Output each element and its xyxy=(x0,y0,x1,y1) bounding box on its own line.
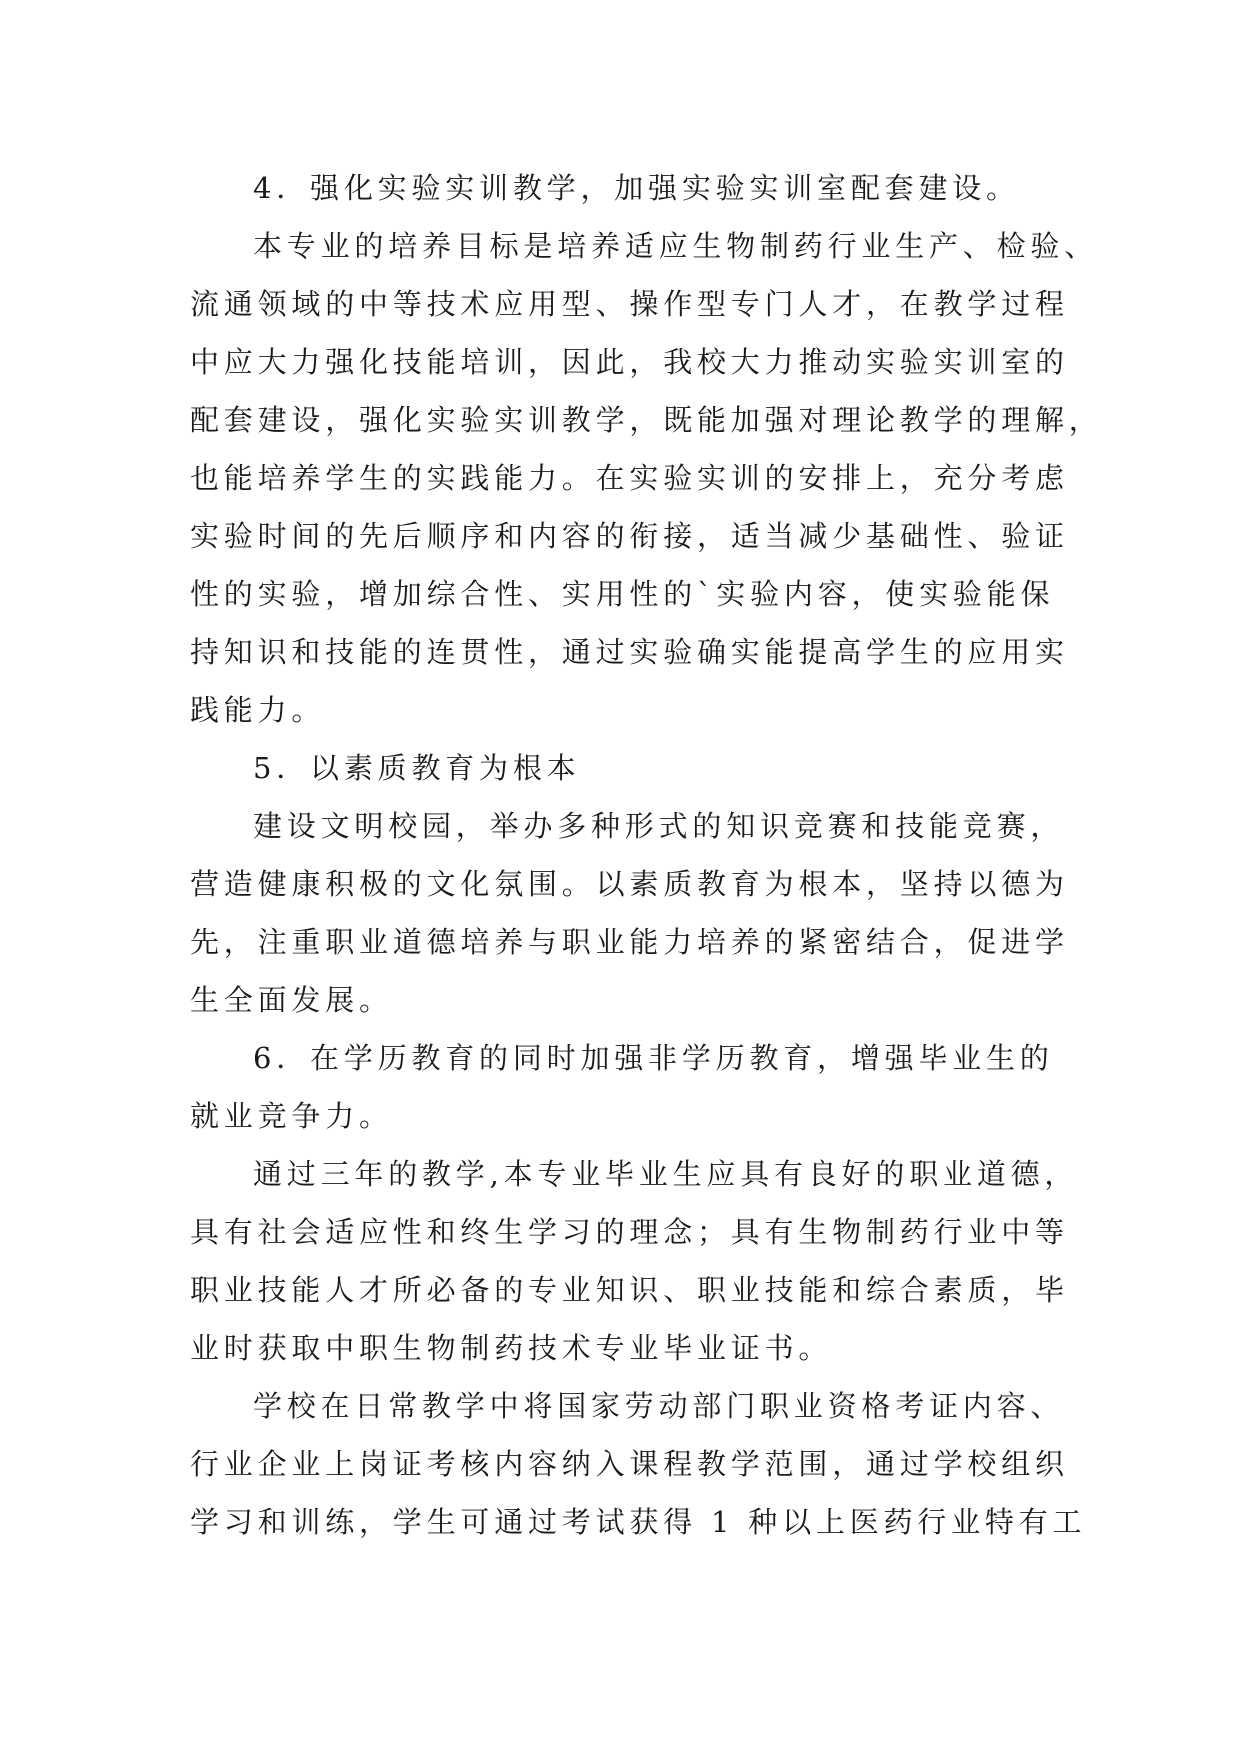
paragraph-line: 行业企业上岗证考核内容纳入课程教学范围，通过学校组织 xyxy=(190,1447,1069,1481)
paragraph-line: 职业技能人才所必备的专业知识、职业技能和综合素质，毕 xyxy=(190,1273,1069,1307)
paragraph-line: 性的实验，增加综合性、实用性的`实验内容，使实验能保 xyxy=(190,577,1055,611)
paragraph-line: 持知识和技能的连贯性，通过实验确实能提高学生的应用实 xyxy=(190,635,1069,669)
paragraph-line: 也能培养学生的实践能力。在实验实训的安排上，充分考虑 xyxy=(190,461,1069,495)
paragraph-line: 业时获取中职生物制药技术专业毕业证书。 xyxy=(190,1331,833,1365)
heading-item-6: 6．在学历教育的同时加强非学历教育，增强毕业生的 xyxy=(253,1041,1054,1075)
paragraph-line: 营造健康积极的文化氛围。以素质教育为根本，坚持以德为 xyxy=(190,867,1069,901)
paragraph-line: 中应大力强化技能培训，因此，我校大力推动实验实训室的 xyxy=(190,345,1069,379)
paragraph-line: 学校在日常教学中将国家劳动部门职业资格考证内容、 xyxy=(253,1389,1065,1423)
paragraph-line: 先，注重职业道德培养与职业能力培养的紧密结合，促进学 xyxy=(190,925,1069,959)
paragraph-line: 通过三年的教学,本专业毕业生应具有良好的职业道德， xyxy=(253,1157,1079,1191)
paragraph-line: 流通领域的中等技术应用型、操作型专门人才，在教学过程 xyxy=(190,287,1069,321)
paragraph-line: 实验时间的先后顺序和内容的衔接，适当减少基础性、验证 xyxy=(190,519,1069,553)
paragraph-line: 践能力。 xyxy=(190,693,326,727)
paragraph-line: 学习和训练，学生可通过考试获得 1 种以上医药行业特有工 xyxy=(190,1505,1087,1539)
paragraph-line: 生全面发展。 xyxy=(190,983,393,1017)
heading-item-4: 4．强化实验实训教学，加强实验实训室配套建设。 xyxy=(253,171,1020,205)
paragraph-line: 建设文明校园，举办多种形式的知识竞赛和技能竞赛， xyxy=(253,809,1065,843)
paragraph-line: 配套建设，强化实验实训教学，既能加强对理论教学的理解， xyxy=(190,403,1103,437)
heading-item-5: 5．以素质教育为根本 xyxy=(253,751,581,785)
paragraph-line: 具有社会适应性和终生学习的理念；具有生物制药行业中等 xyxy=(190,1215,1069,1249)
paragraph-line: 就业竞争力。 xyxy=(190,1099,393,1133)
paragraph-line: 本专业的培养目标是培养适应生物制药行业生产、检验、 xyxy=(253,229,1099,263)
